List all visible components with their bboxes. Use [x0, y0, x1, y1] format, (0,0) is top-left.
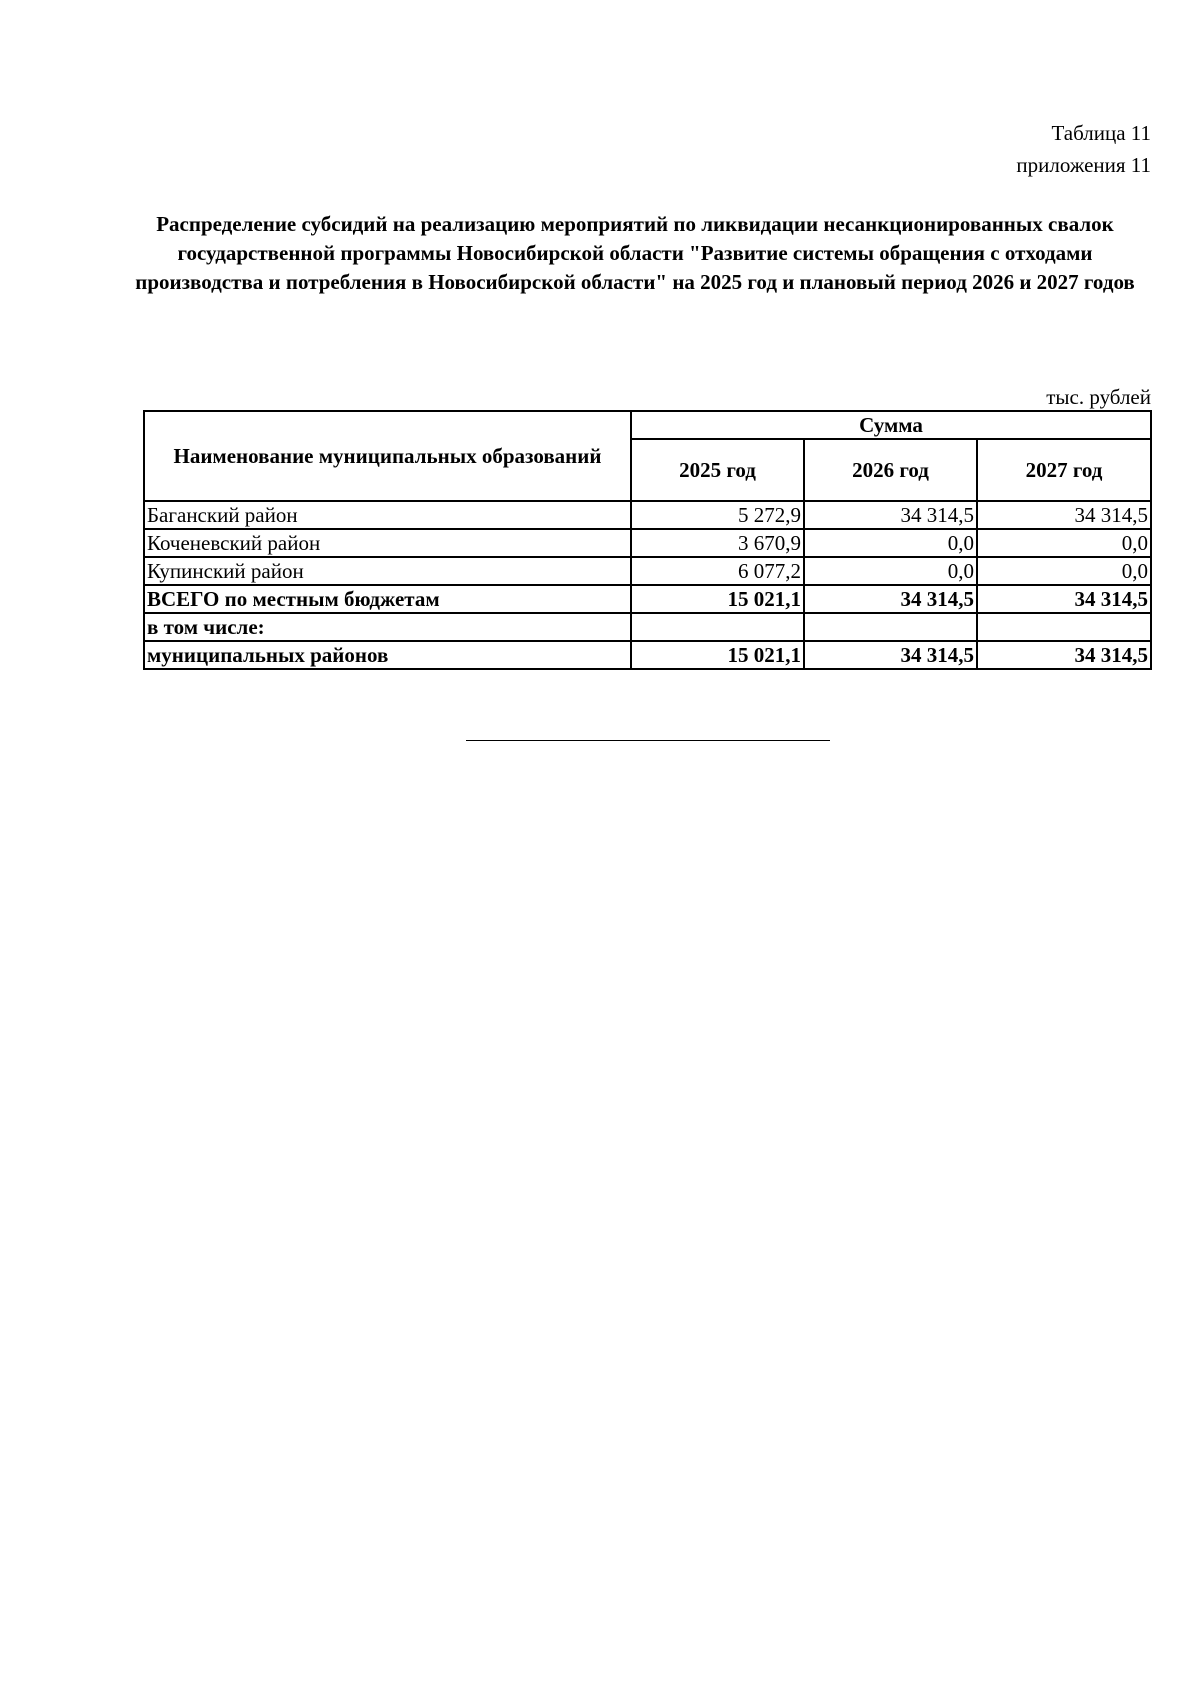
subsidy-table: [143, 410, 1152, 670]
value-2027: 34 314,5: [977, 501, 1151, 529]
table-row-kupinsky: [144, 557, 1151, 585]
end-divider: [466, 740, 830, 741]
value-2025: [631, 613, 804, 641]
document-title: Распределение субсидий на реализацию мероприятий по ликвидации несанкционированных свалок государственной программы Новосибирской области "Развитие системы обращения с отходами производства и потребления в Новосибирской области" на 2025 год и плановый период 2026 и 2027 годов: [135, 212, 1135, 294]
value-2026: [804, 613, 977, 641]
value-2026: 0,0: [804, 557, 977, 585]
value-2026: 34 314,5: [804, 585, 977, 613]
table-row-bagansky: [144, 501, 1151, 529]
column-header-year-2025: 2025 год: [631, 439, 804, 501]
appendix-number: приложения 11: [1016, 153, 1151, 177]
value-2026: 34 314,5: [804, 501, 977, 529]
value-2027: 34 314,5: [977, 641, 1151, 669]
value-2025: 15 021,1: [631, 641, 804, 669]
value-2025: 15 021,1: [631, 585, 804, 613]
value-2027: 0,0: [977, 557, 1151, 585]
column-header-name: Наименование муниципальных образований: [144, 411, 631, 501]
row-name: муниципальных районов: [144, 641, 631, 669]
row-name: ВСЕГО по местным бюджетам: [144, 585, 631, 613]
column-header-year-2026: 2026 год: [804, 439, 977, 501]
row-name: в том числе:: [144, 613, 631, 641]
column-header-sum: Сумма: [631, 411, 1151, 439]
table-number: Таблица 11: [1051, 121, 1151, 145]
value-2025: 6 077,2: [631, 557, 804, 585]
column-header-year-2027: 2027 год: [977, 439, 1151, 501]
table-row-including: [144, 613, 1151, 641]
row-name: Баганский район: [144, 501, 631, 529]
value-2027: 34 314,5: [977, 585, 1151, 613]
row-name: Коченевский район: [144, 529, 631, 557]
units-label: тыс. рублей: [1046, 385, 1151, 409]
value-2027: [977, 613, 1151, 641]
value-2026: 34 314,5: [804, 641, 977, 669]
value-2025: 5 272,9: [631, 501, 804, 529]
value-2027: 0,0: [977, 529, 1151, 557]
row-name: Купинский район: [144, 557, 631, 585]
value-2026: 0,0: [804, 529, 977, 557]
appendix-reference: [1016, 117, 1151, 181]
table-row-total: [144, 585, 1151, 613]
table-row-municipal-districts: [144, 641, 1151, 669]
value-2025: 3 670,9: [631, 529, 804, 557]
table-row-kochenevsky: [144, 529, 1151, 557]
